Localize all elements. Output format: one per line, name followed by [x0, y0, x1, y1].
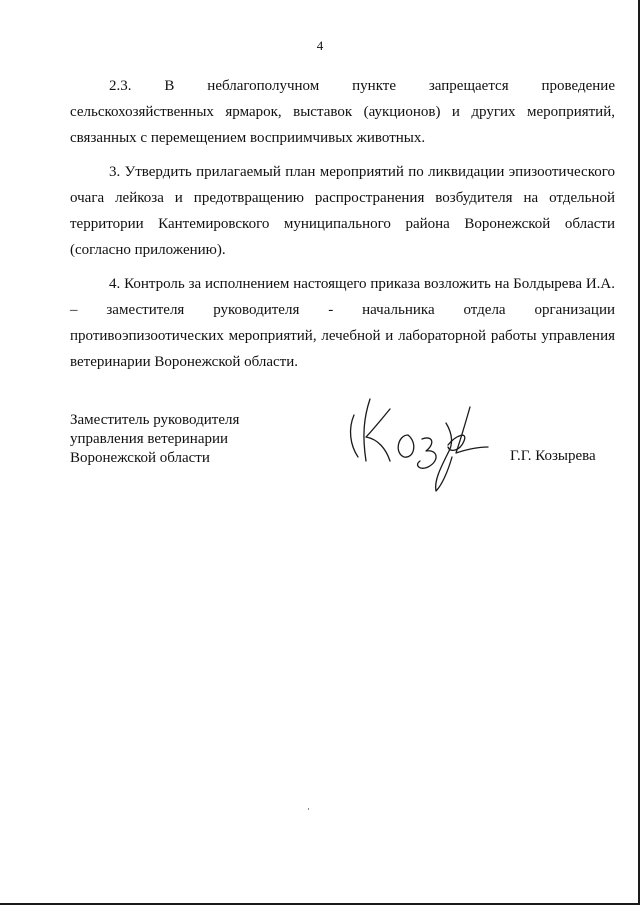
handwritten-signature [344, 395, 494, 495]
signatory-name: Г.Г. Козырева [510, 448, 596, 464]
signatory-position [70, 411, 290, 468]
signatory-position-line: Заместитель руководителя [70, 412, 240, 428]
paragraph-3: 3. Утвердить прилагаемый план мероприятий по ликвидации эпизоотического очага лейкоза и предотвращению распространения возбудителя на отдельной территории Кантемировского муниципального района Воронежской области (согласно приложению). [70, 164, 615, 258]
document-body [70, 73, 615, 375]
signatory-position-line: Воронежской области [70, 450, 210, 466]
signature-block [70, 411, 615, 511]
signatory-position-line: управления ветеринарии [70, 431, 229, 447]
paragraph-4: 4. Контроль за исполнением настоящего приказа возложить на Болдырева И.А. – заместителя руководителя - начальника отдела организации противоэпизоотических мероприятий, лечебной и лабораторной работы управления ветеринарии Воронежской области. [70, 276, 615, 370]
page-number: 4 [316, 38, 324, 53]
scan-speck [308, 808, 309, 810]
paragraph-2-3: 2.3. В неблагополучном пункте запрещается проведение сельскохозяйственных ярмарок, выставок (аукционов) и других мероприятий, связанных с перемещением восприимчивых животных. [70, 78, 615, 146]
